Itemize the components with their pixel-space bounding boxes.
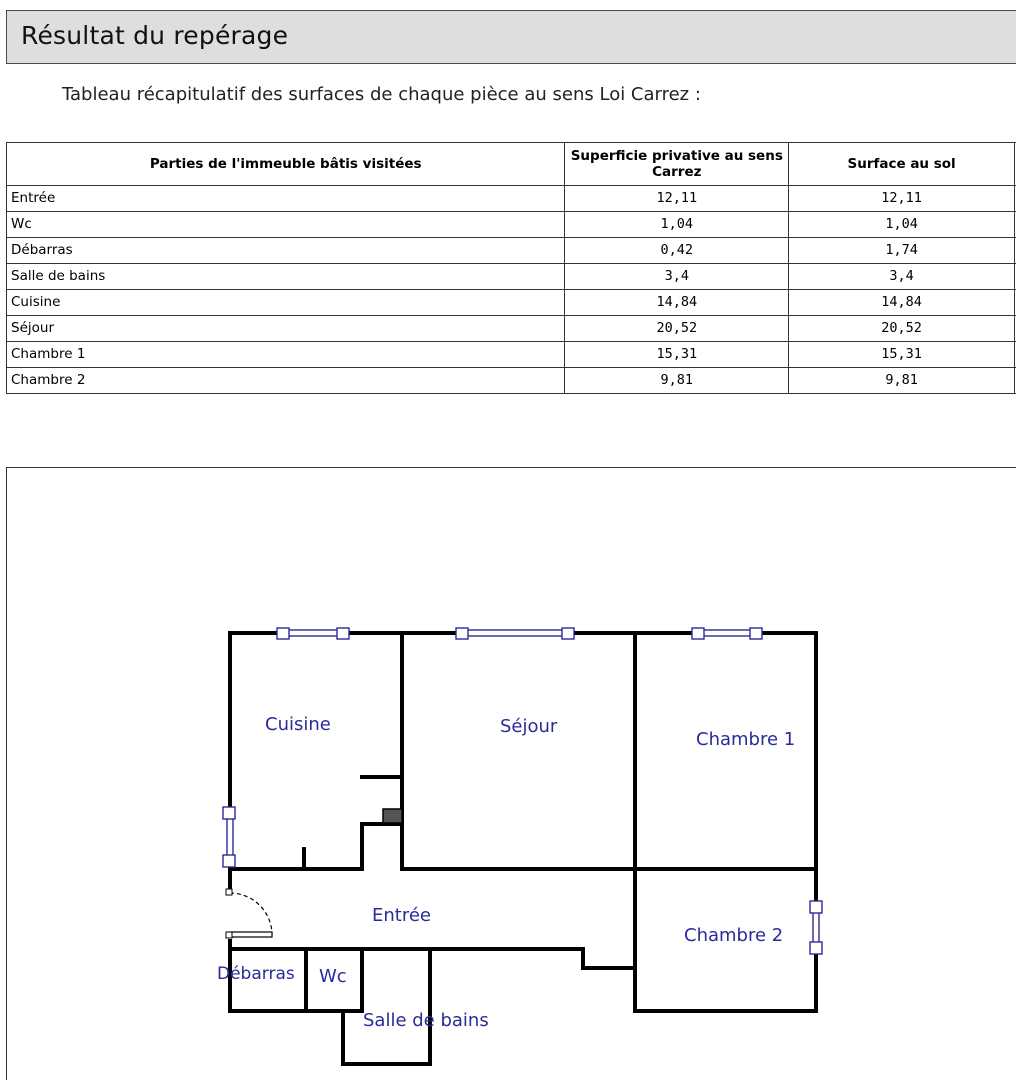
cell-floor: 20,52	[789, 316, 1015, 342]
cell-floor: 12,11	[789, 186, 1015, 212]
room-label-wc: Wc	[319, 966, 347, 987]
table-row	[7, 316, 1016, 342]
cell-floor: 14,84	[789, 290, 1015, 316]
cell-room: Cuisine	[7, 290, 565, 316]
table-row	[7, 342, 1016, 368]
floor-plan-frame	[6, 467, 1016, 1080]
entrance-door	[226, 889, 272, 938]
intro-text: Tableau récapitulatif des surfaces de chaque pièce au sens Loi Carrez :	[62, 84, 701, 105]
window-cuisine-top	[277, 628, 349, 639]
cell-room: Chambre 1	[7, 342, 565, 368]
window-cuisine-left	[223, 807, 235, 867]
room-label-sdb: Salle de bains	[363, 1010, 489, 1031]
cell-floor: 9,81	[789, 368, 1015, 394]
floor-plan	[6, 467, 1016, 1080]
header-rooms: Parties de l'immeuble bâtis visitées	[7, 143, 565, 186]
cell-carrez: 14,84	[565, 290, 789, 316]
window-chambre1-top	[692, 628, 762, 639]
salle-de-bains-outline	[343, 949, 430, 1064]
cell-carrez: 12,11	[565, 186, 789, 212]
cell-room: Entrée	[7, 186, 565, 212]
walls	[230, 633, 816, 1064]
table-row	[7, 238, 1016, 264]
wall-cuisine-bottom	[230, 824, 402, 869]
room-label-entree: Entrée	[372, 905, 431, 926]
room-label-cuisine: Cuisine	[265, 714, 331, 735]
surfaces-table	[6, 142, 1016, 394]
cell-floor: 15,31	[789, 342, 1015, 368]
room-label-debarras: Débarras	[217, 964, 295, 984]
table-row	[7, 186, 1016, 212]
cell-floor: 3,4	[789, 264, 1015, 290]
section-header	[6, 10, 1016, 64]
cell-carrez: 9,81	[565, 368, 789, 394]
cell-room: Salle de bains	[7, 264, 565, 290]
table-row	[7, 212, 1016, 238]
cell-floor: 1,74	[789, 238, 1015, 264]
cell-carrez: 0,42	[565, 238, 789, 264]
table-row	[7, 368, 1016, 394]
window-sejour-top	[456, 628, 574, 639]
header-floor: Surface au sol	[789, 143, 1015, 186]
table-row	[7, 264, 1016, 290]
conduit-block	[383, 809, 402, 823]
cell-room: Séjour	[7, 316, 565, 342]
cell-carrez: 3,4	[565, 264, 789, 290]
windows	[223, 628, 822, 954]
header-carrez: Superficie privative au sens Carrez	[565, 143, 789, 186]
room-label-chambre1: Chambre 1	[696, 729, 796, 750]
cell-room: Wc	[7, 212, 565, 238]
table-header-row	[7, 143, 1016, 186]
table-body	[7, 186, 1016, 394]
section-title: Résultat du repérage	[21, 21, 289, 50]
cell-floor: 1,04	[789, 212, 1015, 238]
cell-carrez: 15,31	[565, 342, 789, 368]
cell-carrez: 20,52	[565, 316, 789, 342]
cell-room: Débarras	[7, 238, 565, 264]
cell-room: Chambre 2	[7, 368, 565, 394]
cell-carrez: 1,04	[565, 212, 789, 238]
window-chambre2-right	[810, 901, 822, 954]
room-label-sejour: Séjour	[500, 716, 558, 737]
room-label-chambre2: Chambre 2	[684, 925, 784, 946]
table-row	[7, 290, 1016, 316]
